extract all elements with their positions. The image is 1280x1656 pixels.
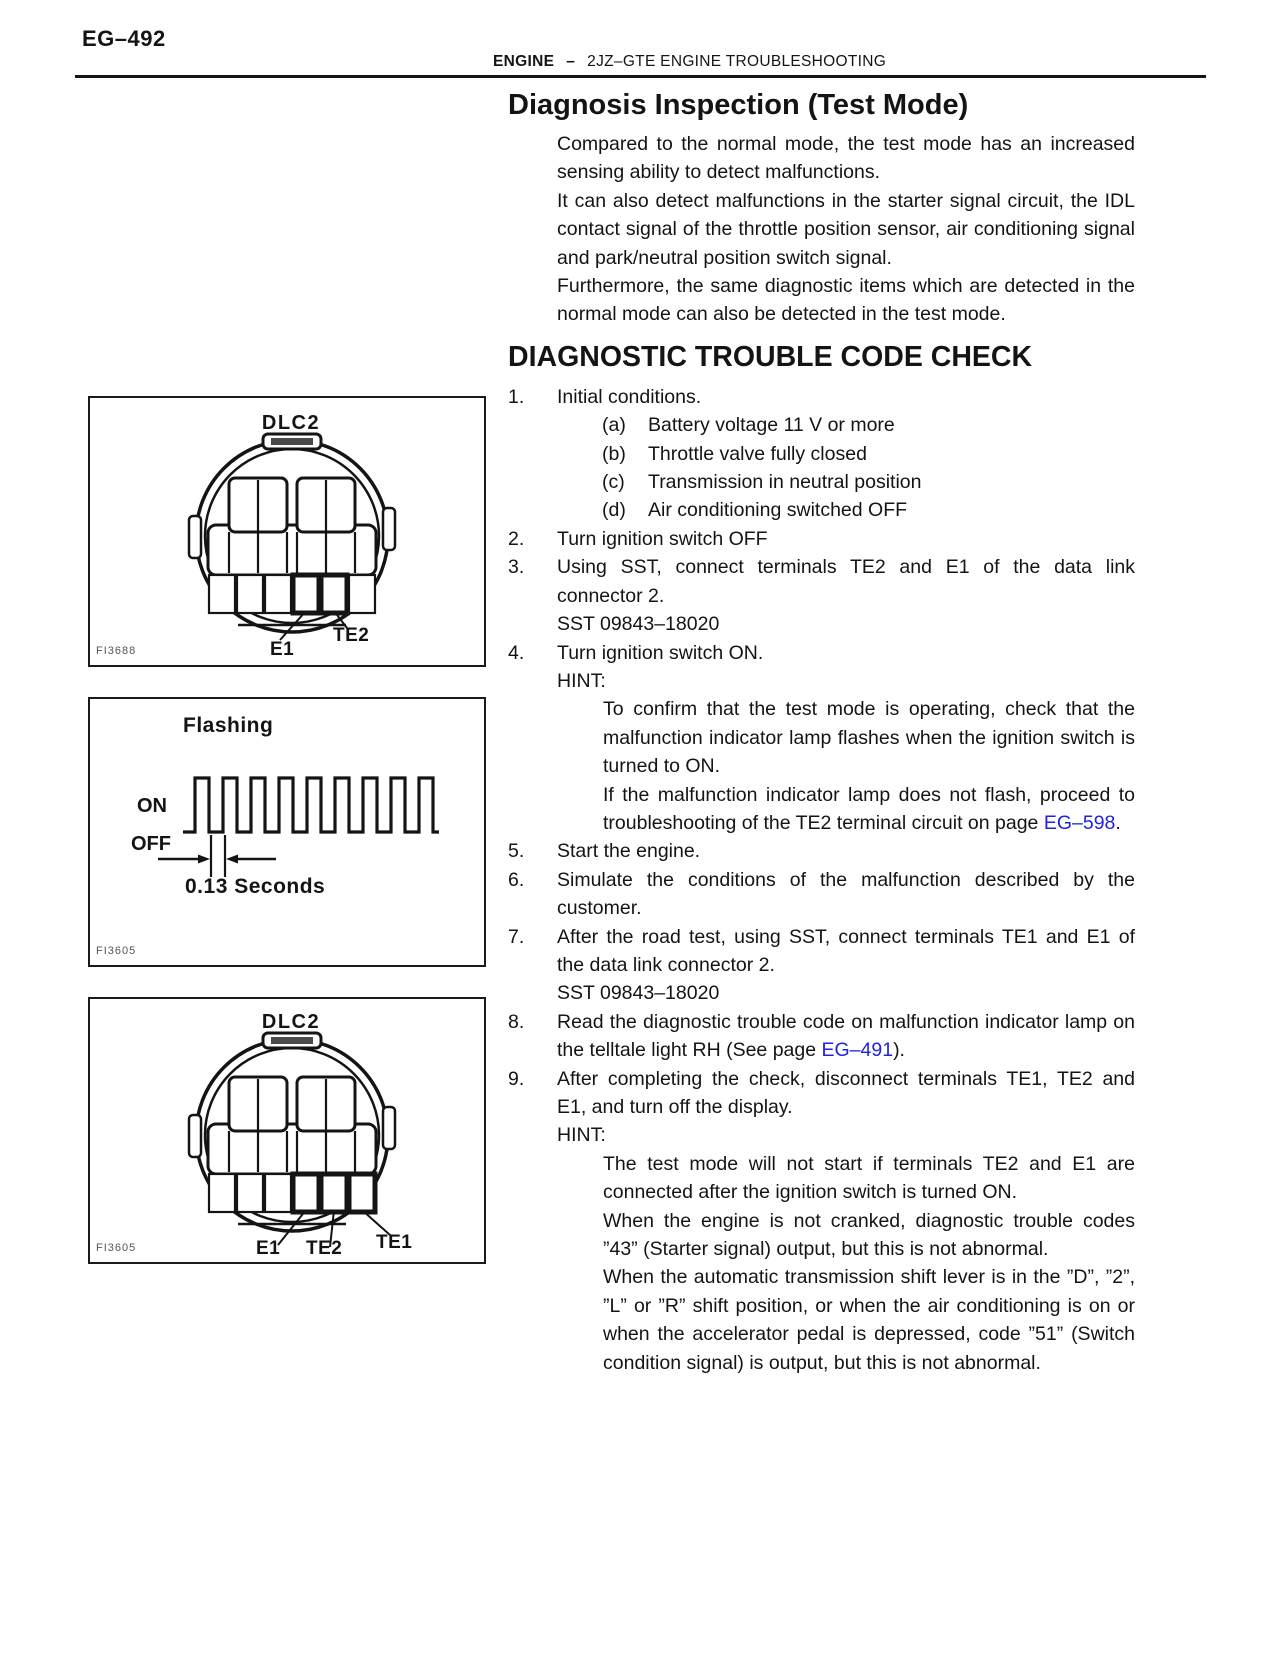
hint-bullet <box>563 1207 1135 1264</box>
square-wave <box>183 778 439 832</box>
substep-c <box>602 468 1135 496</box>
hint-bullet <box>563 781 1135 838</box>
step-5 <box>508 837 1135 865</box>
step-3 <box>508 553 1135 610</box>
page-title: Diagnosis Inspection (Test Mode) <box>508 89 969 121</box>
dlc2-connector-diagram <box>90 999 484 1257</box>
step-text: Initial conditions. <box>557 385 702 408</box>
step-number: 9. <box>508 1067 525 1090</box>
substep-text: Air conditioning switched OFF <box>648 499 908 522</box>
step-text-pre: Read the diagnostic trouble code on malfunction indicator lamp on the telltale light RH (See page <box>557 1010 1135 1062</box>
figure-dlc2-te1-te2-e1 <box>88 997 486 1264</box>
hint-label: HINT: <box>557 1124 606 1147</box>
hint-text: To confirm that the test mode is operating, check that the malfunction indicator lamp flashes when the ignition switch is turned to ON. <box>603 698 1135 778</box>
terminal-label-te1: TE1 <box>376 1232 413 1253</box>
substep-label: (c) <box>602 471 625 494</box>
step-number: 6. <box>508 868 525 891</box>
bullet-icon <box>563 695 603 780</box>
running-header-dash: – <box>566 53 576 70</box>
substep-text: Throttle valve fully closed <box>648 442 867 465</box>
step-2 <box>508 525 1135 553</box>
terminal-label-te2: TE2 <box>306 1238 343 1257</box>
page-link-eg-491[interactable]: EG–491 <box>821 1039 894 1062</box>
step-6 <box>508 866 1135 923</box>
hint-bullet <box>563 1150 1135 1207</box>
page-number: EG–492 <box>82 26 166 51</box>
step-text: After completing the check, disconnect terminals TE1, TE2 and E1, and turn off the display. <box>557 1067 1135 1118</box>
substep-b <box>602 440 1135 468</box>
section-heading: DIAGNOSTIC TROUBLE CODE CHECK <box>508 340 1033 373</box>
hint-text: When the automatic transmission shift lever is in the ”D”, ”2”, ”L” or ”R” shift position, or when the air conditioning is on or when the accelerator pedal is depressed, code ”51” (Switch condition signal) is output, but this is not abnormal. <box>603 1266 1135 1374</box>
figure-code: FI3605 <box>96 945 137 957</box>
period-label: 0.13 Seconds <box>185 875 326 898</box>
hint-text: When the engine is not cranked, diagnostic trouble codes ”43” (Starter signal) output, but this is not abnormal. <box>603 1209 1135 1261</box>
figure-title: DLC2 <box>261 1011 321 1033</box>
hint-bullet <box>563 695 1135 780</box>
intro-paragraph: It can also detect malfunctions in the starter signal circuit, the IDL contact signal of the throttle position sensor, air conditioning signal and park/neutral position switch signal. <box>557 189 1135 269</box>
hint-bullet <box>563 1263 1135 1377</box>
main-text-column <box>508 88 1135 1377</box>
step-number: 4. <box>508 641 525 664</box>
step-1 <box>508 383 1135 411</box>
substep-a <box>602 411 1135 439</box>
on-label: ON <box>137 795 167 817</box>
step-text: Start the engine. <box>557 840 701 863</box>
bullet-icon <box>563 781 603 838</box>
step-7 <box>508 923 1135 980</box>
substep-text: Transmission in neutral position <box>648 471 922 494</box>
step-8 <box>508 1008 1135 1065</box>
terminal-label-e1: E1 <box>270 639 295 660</box>
step-text: Simulate the conditions of the malfunction described by the customer. <box>557 868 1135 920</box>
procedure-list <box>508 383 1135 1377</box>
step-text-post: ). <box>893 1039 905 1062</box>
figure-code: FI3605 <box>96 1242 137 1254</box>
figure-dlc2-te2-e1 <box>88 396 486 667</box>
hint-text <box>603 781 1135 838</box>
intro-paragraph: Compared to the normal mode, the test mode has an increased sensing ability to detect malfunctions. <box>557 133 1135 184</box>
step-text: Turn ignition switch OFF <box>557 527 768 550</box>
step-number: 3. <box>508 556 525 579</box>
bullet-icon <box>563 1150 603 1207</box>
substep-label: (d) <box>602 499 626 522</box>
intro-paragraph: Furthermore, the same diagnostic items which are detected in the normal mode can also be detected in the test mode. <box>557 275 1135 326</box>
waveform-diagram <box>90 699 484 960</box>
step-4 <box>508 639 1135 667</box>
page-link-eg-598[interactable]: EG–598 <box>1043 811 1116 834</box>
dlc2-connector-diagram <box>90 398 484 660</box>
step-text: Using SST, connect terminals TE2 and E1 of the data link connector 2. <box>557 556 1135 607</box>
hint-text-pre: If the malfunction indicator lamp does not flash, proceed to troubleshooting of the TE2 terminal circuit on page <box>603 783 1135 834</box>
step-number: 1. <box>508 385 525 408</box>
substep-text: Battery voltage 11 V or more <box>648 414 895 437</box>
figure-title: Flashing <box>183 714 274 737</box>
terminal-label-e1: E1 <box>256 1238 281 1257</box>
bullet-icon <box>563 1207 603 1264</box>
substep-label: (a) <box>602 414 626 437</box>
sst-line: SST 09843–18020 <box>557 982 720 1005</box>
hint-label: HINT: <box>557 669 606 692</box>
step-number: 5. <box>508 840 525 863</box>
figure-flashing-waveform <box>88 697 486 967</box>
hint-text-post: . <box>1115 811 1121 834</box>
running-header-title: 2JZ–GTE ENGINE TROUBLESHOOTING <box>587 53 887 70</box>
off-label: OFF <box>131 833 171 855</box>
hint-text: The test mode will not start if terminals TE2 and E1 are connected after the ignition switch is turned ON. <box>603 1152 1135 1204</box>
step-9 <box>508 1065 1135 1122</box>
terminal-label-te2: TE2 <box>333 625 370 646</box>
step-text: Turn ignition switch ON. <box>557 641 764 664</box>
step-number: 7. <box>508 925 525 948</box>
substep-label: (b) <box>602 442 626 465</box>
step-number: 8. <box>508 1010 525 1033</box>
running-header-section: ENGINE <box>493 53 555 70</box>
step-text <box>557 1008 1135 1065</box>
substep-d <box>602 496 1135 524</box>
step-text: After the road test, using SST, connect terminals TE1 and E1 of the data link connector 2. <box>557 925 1135 976</box>
header-rule <box>75 75 1206 78</box>
sst-line: SST 09843–18020 <box>557 613 720 636</box>
bullet-icon <box>563 1263 603 1377</box>
step-number: 2. <box>508 527 525 550</box>
figure-title: DLC2 <box>261 412 321 434</box>
figure-code: FI3688 <box>96 645 137 657</box>
running-header <box>493 53 886 71</box>
